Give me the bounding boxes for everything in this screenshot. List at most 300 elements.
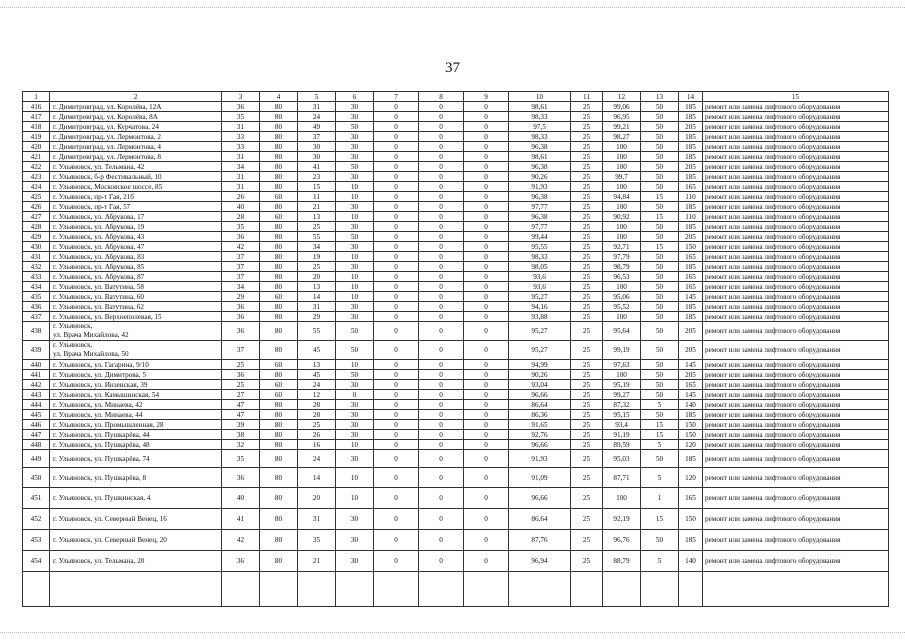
- value-cell-col11: 25: [571, 530, 603, 551]
- value-cell-col13: 50: [641, 152, 679, 162]
- work-type-cell: ремонт или замена лифтового оборудования: [703, 420, 889, 430]
- value-cell-col9: 0: [464, 142, 509, 152]
- value-cell-col12: 95,15: [603, 410, 641, 420]
- value-cell-col9: 0: [464, 122, 509, 132]
- address-cell: г. Димитровград, ул. Курчатова, 24: [50, 122, 222, 132]
- value-cell-col7: 0: [374, 322, 419, 341]
- row-number-cell: 436: [23, 302, 50, 312]
- value-cell-col12: 99,7: [603, 172, 641, 182]
- value-cell-col10: 91,93: [509, 182, 571, 192]
- table-row: [23, 312, 889, 322]
- value-cell-col12: 100: [603, 222, 641, 232]
- value-cell-col3: 37: [222, 272, 260, 282]
- value-cell-col4: 80: [260, 272, 298, 282]
- value-cell-col10: 96,38: [509, 212, 571, 222]
- value-cell-col11: 25: [571, 468, 603, 488]
- value-cell-col3: 34: [222, 162, 260, 172]
- address-cell: г. Ульяновск, ул. Врача Михайлова, 42: [50, 322, 222, 341]
- value-cell-col10: 91,93: [509, 450, 571, 468]
- value-cell-col14: 185: [679, 222, 703, 232]
- address-cell: г. Ульяновск, ул. Ватутина, 62: [50, 302, 222, 312]
- address-cell: г. Ульяновск, ул. Верхнеполевая, 15: [50, 312, 222, 322]
- value-cell-col3: 25: [222, 360, 260, 370]
- work-type-cell: ремонт или замена лифтового оборудования: [703, 272, 889, 282]
- value-cell-col12: 97,79: [603, 252, 641, 262]
- work-type-cell: ремонт или замена лифтового оборудования: [703, 172, 889, 182]
- bottom-dotted-edge: [0, 632, 905, 634]
- value-cell-col13: 15: [641, 420, 679, 430]
- value-cell-col12: 99,06: [603, 102, 641, 112]
- value-cell-col12: 90,92: [603, 212, 641, 222]
- value-cell-col9: 0: [464, 468, 509, 488]
- value-cell-col11: 25: [571, 488, 603, 509]
- value-cell-col6: 30: [336, 400, 374, 410]
- value-cell-col3: 42: [222, 242, 260, 252]
- work-type-cell: ремонт или замена лифтового оборудования: [703, 222, 889, 232]
- value-cell-col14: 205: [679, 162, 703, 172]
- value-cell-col12: 92,71: [603, 242, 641, 252]
- work-type-cell: ремонт или замена лифтового оборудования: [703, 322, 889, 341]
- value-cell-col5: 13: [298, 212, 336, 222]
- address-cell: г. Ульяновск, ул. Тельмана, 20: [50, 551, 222, 572]
- table-row: [23, 282, 889, 292]
- value-cell-col11: 25: [571, 172, 603, 182]
- value-cell-col9: 0: [464, 272, 509, 282]
- value-cell-col7: 0: [374, 312, 419, 322]
- value-cell-col12: 100: [603, 142, 641, 152]
- value-cell-col7: 0: [374, 430, 419, 440]
- value-cell-col8: 0: [419, 222, 464, 232]
- table-row: [23, 380, 889, 390]
- address-cell: г. Ульяновск, ул. Абрукова, 17: [50, 212, 222, 222]
- value-cell-col12: 95,19: [603, 380, 641, 390]
- value-cell-col6: 10: [336, 282, 374, 292]
- work-type-cell: ремонт или замена лифтового оборудования: [703, 488, 889, 509]
- table-row: [23, 430, 889, 440]
- value-cell-col13: 5: [641, 551, 679, 572]
- value-cell-col6: 30: [336, 430, 374, 440]
- table-row: [23, 400, 889, 410]
- value-cell-col11: 25: [571, 132, 603, 142]
- value-cell-col7: 0: [374, 410, 419, 420]
- value-cell-col11: 25: [571, 192, 603, 202]
- value-cell-col3: 31: [222, 152, 260, 162]
- value-cell-col4: 80: [260, 312, 298, 322]
- blank-cell: [641, 572, 679, 607]
- value-cell-col12: 99,27: [603, 390, 641, 400]
- value-cell-col7: 0: [374, 222, 419, 232]
- value-cell-col8: 0: [419, 172, 464, 182]
- value-cell-col4: 60: [260, 192, 298, 202]
- value-cell-col10: 86,64: [509, 509, 571, 530]
- value-cell-col11: 25: [571, 450, 603, 468]
- value-cell-col6: 50: [336, 122, 374, 132]
- value-cell-col10: 94,99: [509, 360, 571, 370]
- table-row: [23, 341, 889, 360]
- value-cell-col3: 36: [222, 551, 260, 572]
- row-number-cell: 416: [23, 102, 50, 112]
- value-cell-col6: 30: [336, 102, 374, 112]
- value-cell-col4: 80: [260, 222, 298, 232]
- row-number-cell: 422: [23, 162, 50, 172]
- value-cell-col14: 150: [679, 420, 703, 430]
- value-cell-col4: 60: [260, 390, 298, 400]
- value-cell-col9: 0: [464, 162, 509, 172]
- value-cell-col12: 87,32: [603, 400, 641, 410]
- value-cell-col8: 0: [419, 360, 464, 370]
- value-cell-col4: 80: [260, 370, 298, 380]
- value-cell-col12: 100: [603, 152, 641, 162]
- value-cell-col11: 25: [571, 509, 603, 530]
- row-number-cell: 425: [23, 192, 50, 202]
- value-cell-col4: 80: [260, 202, 298, 212]
- address-cell: г. Ульяновск, ул. Тельмана, 42: [50, 162, 222, 172]
- value-cell-col13: 50: [641, 312, 679, 322]
- value-cell-col14: 185: [679, 302, 703, 312]
- work-type-cell: ремонт или замена лифтового оборудования: [703, 341, 889, 360]
- value-cell-col10: 98,33: [509, 112, 571, 122]
- blank-cell: [298, 572, 336, 607]
- address-cell: г. Ульяновск, ул. Димитрова, 5: [50, 370, 222, 380]
- work-type-cell: ремонт или замена лифтового оборудования: [703, 162, 889, 172]
- work-type-cell: ремонт или замена лифтового оборудования: [703, 262, 889, 272]
- value-cell-col4: 80: [260, 122, 298, 132]
- address-cell: г. Ульяновск, ул. Абрукова, 87: [50, 272, 222, 282]
- value-cell-col3: 31: [222, 172, 260, 182]
- value-cell-col11: 25: [571, 222, 603, 232]
- work-type-cell: ремонт или замена лифтового оборудования: [703, 400, 889, 410]
- value-cell-col10: 93,6: [509, 282, 571, 292]
- value-cell-col12: 95,06: [603, 292, 641, 302]
- value-cell-col4: 80: [260, 302, 298, 312]
- value-cell-col7: 0: [374, 202, 419, 212]
- value-cell-col7: 0: [374, 282, 419, 292]
- value-cell-col8: 0: [419, 341, 464, 360]
- value-cell-col12: 100: [603, 202, 641, 212]
- value-cell-col9: 0: [464, 390, 509, 400]
- value-cell-col6: 30: [336, 380, 374, 390]
- value-cell-col14: 185: [679, 202, 703, 212]
- value-cell-col5: 25: [298, 222, 336, 232]
- header-row: [23, 92, 889, 102]
- value-cell-col4: 80: [260, 509, 298, 530]
- value-cell-col10: 96,66: [509, 390, 571, 400]
- value-cell-col6: 10: [336, 182, 374, 192]
- value-cell-col11: 25: [571, 282, 603, 292]
- address-cell: г. Ульяновск, ул. Минаева, 44: [50, 410, 222, 420]
- value-cell-col9: 0: [464, 292, 509, 302]
- value-cell-col13: 50: [641, 222, 679, 232]
- value-cell-col3: 36: [222, 102, 260, 112]
- value-cell-col5: 23: [298, 172, 336, 182]
- address-cell: г. Ульяновск, ул. Врача Михайлова, 50: [50, 341, 222, 360]
- value-cell-col7: 0: [374, 102, 419, 112]
- work-type-cell: ремонт или замена лифтового оборудования: [703, 112, 889, 122]
- value-cell-col10: 93,04: [509, 380, 571, 390]
- value-cell-col8: 0: [419, 252, 464, 262]
- value-cell-col6: 30: [336, 202, 374, 212]
- value-cell-col14: 145: [679, 292, 703, 302]
- value-cell-col7: 0: [374, 302, 419, 312]
- value-cell-col7: 0: [374, 182, 419, 192]
- value-cell-col4: 80: [260, 102, 298, 112]
- value-cell-col8: 0: [419, 122, 464, 132]
- value-cell-col9: 0: [464, 152, 509, 162]
- value-cell-col3: 38: [222, 430, 260, 440]
- value-cell-col13: 50: [641, 142, 679, 152]
- value-cell-col8: 0: [419, 509, 464, 530]
- value-cell-col6: 10: [336, 292, 374, 302]
- value-cell-col7: 0: [374, 509, 419, 530]
- value-cell-col3: 36: [222, 302, 260, 312]
- work-type-cell: ремонт или замена лифтового оборудования: [703, 302, 889, 312]
- table-row: [23, 132, 889, 142]
- address-cell: г. Ульяновск, ул. Инзенская, 39: [50, 380, 222, 390]
- value-cell-col10: 96,38: [509, 162, 571, 172]
- value-cell-col10: 98,33: [509, 132, 571, 142]
- value-cell-col13: 15: [641, 509, 679, 530]
- row-number-cell: 453: [23, 530, 50, 551]
- value-cell-col7: 0: [374, 468, 419, 488]
- column-header-5: 5: [298, 92, 336, 102]
- value-cell-col6: 50: [336, 370, 374, 380]
- value-cell-col14: 185: [679, 132, 703, 142]
- value-cell-col12: 100: [603, 282, 641, 292]
- value-cell-col4: 80: [260, 341, 298, 360]
- blank-cell: [260, 572, 298, 607]
- value-cell-col6: 30: [336, 152, 374, 162]
- value-cell-col13: 50: [641, 172, 679, 182]
- value-cell-col12: 98,27: [603, 132, 641, 142]
- work-type-cell: ремонт или замена лифтового оборудования: [703, 122, 889, 132]
- value-cell-col5: 20: [298, 272, 336, 282]
- row-number-cell: 447: [23, 430, 50, 440]
- value-cell-col7: 0: [374, 390, 419, 400]
- value-cell-col14: 185: [679, 102, 703, 112]
- row-number-cell: 439: [23, 341, 50, 360]
- value-cell-col12: 96,95: [603, 112, 641, 122]
- value-cell-col11: 25: [571, 292, 603, 302]
- value-cell-col7: 0: [374, 272, 419, 282]
- table-row: [23, 182, 889, 192]
- address-cell: г. Ульяновск, ул. Северный Венец, 20: [50, 530, 222, 551]
- value-cell-col6: 30: [336, 222, 374, 232]
- value-cell-col13: 50: [641, 390, 679, 400]
- value-cell-col10: 91,09: [509, 468, 571, 488]
- value-cell-col10: 95,27: [509, 322, 571, 341]
- value-cell-col6: 30: [336, 172, 374, 182]
- value-cell-col6: 50: [336, 341, 374, 360]
- value-cell-col8: 0: [419, 302, 464, 312]
- value-cell-col7: 0: [374, 292, 419, 302]
- value-cell-col5: 55: [298, 322, 336, 341]
- value-cell-col3: 36: [222, 468, 260, 488]
- value-cell-col4: 80: [260, 242, 298, 252]
- blank-cell: [50, 572, 222, 607]
- value-cell-col3: 35: [222, 450, 260, 468]
- value-cell-col3: 35: [222, 222, 260, 232]
- value-cell-col9: 0: [464, 262, 509, 272]
- value-cell-col14: 185: [679, 172, 703, 182]
- table-row: [23, 102, 889, 112]
- value-cell-col4: 80: [260, 430, 298, 440]
- value-cell-col8: 0: [419, 162, 464, 172]
- value-cell-col6: 30: [336, 551, 374, 572]
- value-cell-col14: 165: [679, 488, 703, 509]
- value-cell-col8: 0: [419, 112, 464, 122]
- row-number-cell: 421: [23, 152, 50, 162]
- value-cell-col5: 28: [298, 410, 336, 420]
- value-cell-col9: 0: [464, 282, 509, 292]
- value-cell-col10: 99,44: [509, 232, 571, 242]
- work-type-cell: ремонт или замена лифтового оборудования: [703, 232, 889, 242]
- value-cell-col14: 165: [679, 380, 703, 390]
- value-cell-col11: 25: [571, 322, 603, 341]
- work-type-cell: ремонт или замена лифтового оборудования: [703, 292, 889, 302]
- value-cell-col9: 0: [464, 102, 509, 112]
- value-cell-col10: 98,33: [509, 252, 571, 262]
- value-cell-col8: 0: [419, 312, 464, 322]
- value-cell-col14: 110: [679, 192, 703, 202]
- value-cell-col3: 47: [222, 400, 260, 410]
- value-cell-col12: 94,84: [603, 192, 641, 202]
- row-number-cell: 424: [23, 182, 50, 192]
- blank-cell: [703, 572, 889, 607]
- address-cell: г. Ульяновск, ул. Минаева, 42: [50, 400, 222, 410]
- value-cell-col3: 26: [222, 192, 260, 202]
- value-cell-col10: 98,61: [509, 152, 571, 162]
- value-cell-col3: 28: [222, 212, 260, 222]
- value-cell-col13: 50: [641, 282, 679, 292]
- table-row: [23, 390, 889, 400]
- value-cell-col6: 30: [336, 420, 374, 430]
- work-type-cell: ремонт или замена лифтового оборудования: [703, 551, 889, 572]
- value-cell-col12: 96,53: [603, 272, 641, 282]
- address-cell: г. Ульяновск, ул. Абрукова, 83: [50, 252, 222, 262]
- value-cell-col5: 28: [298, 400, 336, 410]
- table-row: [23, 242, 889, 252]
- value-cell-col4: 80: [260, 262, 298, 272]
- value-cell-col10: 96,66: [509, 488, 571, 509]
- row-number-cell: 420: [23, 142, 50, 152]
- value-cell-col6: 50: [336, 232, 374, 242]
- address-cell: г. Ульяновск, ул. Пушкарёва, 48: [50, 440, 222, 450]
- value-cell-col14: 205: [679, 370, 703, 380]
- value-cell-col10: 95,55: [509, 242, 571, 252]
- value-cell-col3: 37: [222, 252, 260, 262]
- value-cell-col11: 25: [571, 312, 603, 322]
- work-type-cell: ремонт или замена лифтового оборудования: [703, 132, 889, 142]
- value-cell-col4: 80: [260, 172, 298, 182]
- row-number-cell: 448: [23, 440, 50, 450]
- value-cell-col6: 50: [336, 322, 374, 341]
- value-cell-col4: 80: [260, 142, 298, 152]
- value-cell-col5: 13: [298, 282, 336, 292]
- page-number: 37: [445, 60, 460, 76]
- table-row: [23, 222, 889, 232]
- value-cell-col4: 80: [260, 132, 298, 142]
- value-cell-col13: 50: [641, 202, 679, 212]
- value-cell-col7: 0: [374, 450, 419, 468]
- value-cell-col3: 40: [222, 202, 260, 212]
- value-cell-col10: 97,77: [509, 222, 571, 232]
- row-number-cell: 426: [23, 202, 50, 212]
- blank-cell: [603, 572, 641, 607]
- value-cell-col12: 88,79: [603, 551, 641, 572]
- value-cell-col14: 120: [679, 440, 703, 450]
- value-cell-col6: 30: [336, 450, 374, 468]
- row-number-cell: 435: [23, 292, 50, 302]
- value-cell-col5: 24: [298, 112, 336, 122]
- value-cell-col7: 0: [374, 360, 419, 370]
- table-row: [23, 122, 889, 132]
- value-cell-col6: 10: [336, 212, 374, 222]
- value-cell-col10: 96,38: [509, 142, 571, 152]
- address-cell: г. Димитровград, ул. Лермонтова, 4: [50, 142, 222, 152]
- value-cell-col5: 31: [298, 102, 336, 112]
- value-cell-col9: 0: [464, 112, 509, 122]
- value-cell-col11: 25: [571, 341, 603, 360]
- value-cell-col11: 25: [571, 242, 603, 252]
- value-cell-col7: 0: [374, 192, 419, 202]
- value-cell-col3: 29: [222, 292, 260, 302]
- value-cell-col3: 25: [222, 380, 260, 390]
- top-dotted-edge: [0, 7, 905, 9]
- table-row: [23, 360, 889, 370]
- row-number-cell: 452: [23, 509, 50, 530]
- value-cell-col13: 50: [641, 112, 679, 122]
- work-type-cell: ремонт или замена лифтового оборудования: [703, 312, 889, 322]
- table-row: [23, 440, 889, 450]
- value-cell-col6: 30: [336, 112, 374, 122]
- value-cell-col4: 80: [260, 400, 298, 410]
- blank-cell: [679, 572, 703, 607]
- value-cell-col6: 30: [336, 530, 374, 551]
- value-cell-col13: 50: [641, 182, 679, 192]
- table-row: [23, 112, 889, 122]
- column-header-4: 4: [260, 92, 298, 102]
- value-cell-col5: 20: [298, 488, 336, 509]
- value-cell-col8: 0: [419, 292, 464, 302]
- work-type-cell: ремонт или замена лифтового оборудования: [703, 142, 889, 152]
- value-cell-col10: 97,77: [509, 202, 571, 212]
- value-cell-col13: 50: [641, 252, 679, 262]
- value-cell-col12: 89,59: [603, 440, 641, 450]
- value-cell-col3: 32: [222, 440, 260, 450]
- blank-cell: [509, 572, 571, 607]
- value-cell-col11: 25: [571, 102, 603, 112]
- value-cell-col9: 0: [464, 551, 509, 572]
- value-cell-col9: 0: [464, 420, 509, 430]
- row-number-cell: 428: [23, 222, 50, 232]
- address-cell: г. Ульяновск, пр-т Гая, 57: [50, 202, 222, 212]
- value-cell-col13: 50: [641, 102, 679, 112]
- work-type-cell: ремонт или замена лифтового оборудования: [703, 152, 889, 162]
- value-cell-col14: 185: [679, 262, 703, 272]
- value-cell-col14: 120: [679, 468, 703, 488]
- value-cell-col9: 0: [464, 530, 509, 551]
- value-cell-col12: 100: [603, 312, 641, 322]
- value-cell-col8: 0: [419, 262, 464, 272]
- work-type-cell: ремонт или замена лифтового оборудования: [703, 440, 889, 450]
- value-cell-col5: 25: [298, 262, 336, 272]
- value-cell-col8: 0: [419, 142, 464, 152]
- value-cell-col8: 0: [419, 430, 464, 440]
- value-cell-col5: 31: [298, 509, 336, 530]
- value-cell-col10: 87,76: [509, 530, 571, 551]
- value-cell-col10: 92,76: [509, 430, 571, 440]
- work-type-cell: ремонт или замена лифтового оборудования: [703, 380, 889, 390]
